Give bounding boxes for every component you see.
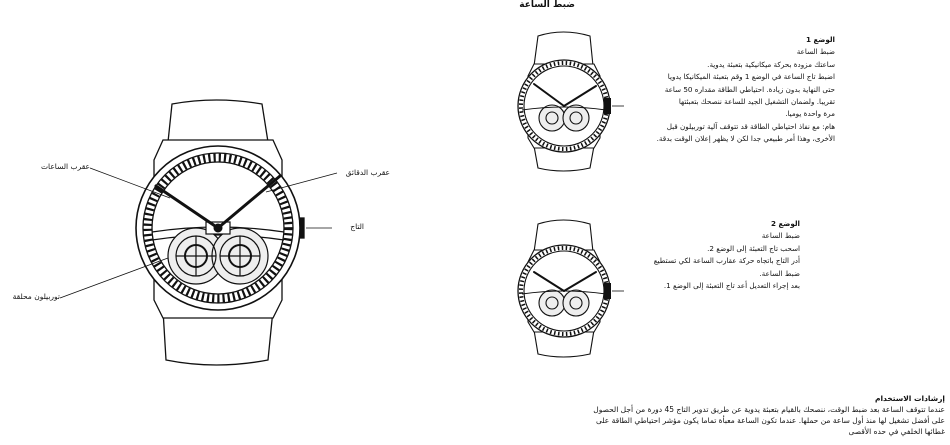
usage-notes-heading: إرشادات الاستخدام: [874, 394, 945, 403]
minute-hand-label: عقرب الدقائق: [345, 168, 390, 177]
position-1-heading: الوضع 1: [805, 35, 835, 44]
position-1-line: اضبط تاج الساعة في الوضع 1 وقم بتعبئة الميكانيكا يدويا: [667, 72, 835, 82]
page-title: ضبط الساعة: [519, 0, 575, 10]
position-2-subheading: ضبط الساعة: [761, 231, 800, 241]
usage-notes-line: غطائها الخلفي في حده الأقصى: [848, 427, 945, 436]
position-1-line: مرة واحدة يوميا.: [785, 109, 835, 119]
crown-label: التاج: [350, 222, 364, 231]
usage-notes: [505, 393, 945, 437]
position-1-line: حتى النهاية بدون زيادة. احتياطي الطاقة مقداره 50 ساعة: [664, 84, 835, 94]
usage-notes-line: على أفضل تشغيل لها منذ أول ساعة من حملها. عندما تكون الساعة معبأة تماما يكون مؤشر احتياطي الطاقة على: [596, 416, 945, 425]
tourbillon-label: توربيلون محلقة: [12, 292, 60, 301]
position-1-line: الأخرى، وهذا أمر طبيعي جدا لكن لا يظهر إعلان الوقت بدقة.: [656, 134, 835, 144]
position-2-line: أدر التاج باتجاه حركة عقارب الساعة لكي تستطيع: [653, 256, 800, 266]
position-1-subheading: ضبط الساعة: [796, 47, 835, 57]
position-2-line: اسحب تاج التعبئة إلى الوضع 2.: [707, 243, 800, 253]
position-1-instructions: [630, 34, 835, 146]
hour-hand-label: عقرب الساعات: [40, 162, 90, 171]
position-1-line: تقريبا. ولضمان التشغيل الجيد للساعة ننصحك بتعبئتها: [678, 97, 835, 107]
position-2-instructions: [630, 218, 800, 292]
position-1-line: هام: مع نفاذ احتياطي الطاقة قد تتوقف آلية توربيلون قبل: [666, 121, 835, 131]
position-2-line: ضبط الساعة.: [759, 268, 800, 278]
position-2-line: بعد إجراء التعديل أعد تاج التعبئة إلى الوضع 1.: [663, 281, 800, 291]
position-1-line: ساعتك مزودة بحركة ميكانيكية بتعبئة يدوية.: [707, 59, 835, 69]
position-2-heading: الوضع 2: [770, 219, 800, 228]
usage-notes-line: عندما تتوقف الساعة بعد ضبط الوقت، ننصحك بالقيام بتعبئة يدوية عن طريق تدوير التاج 45 دورة من أجل الحصول: [593, 405, 945, 414]
